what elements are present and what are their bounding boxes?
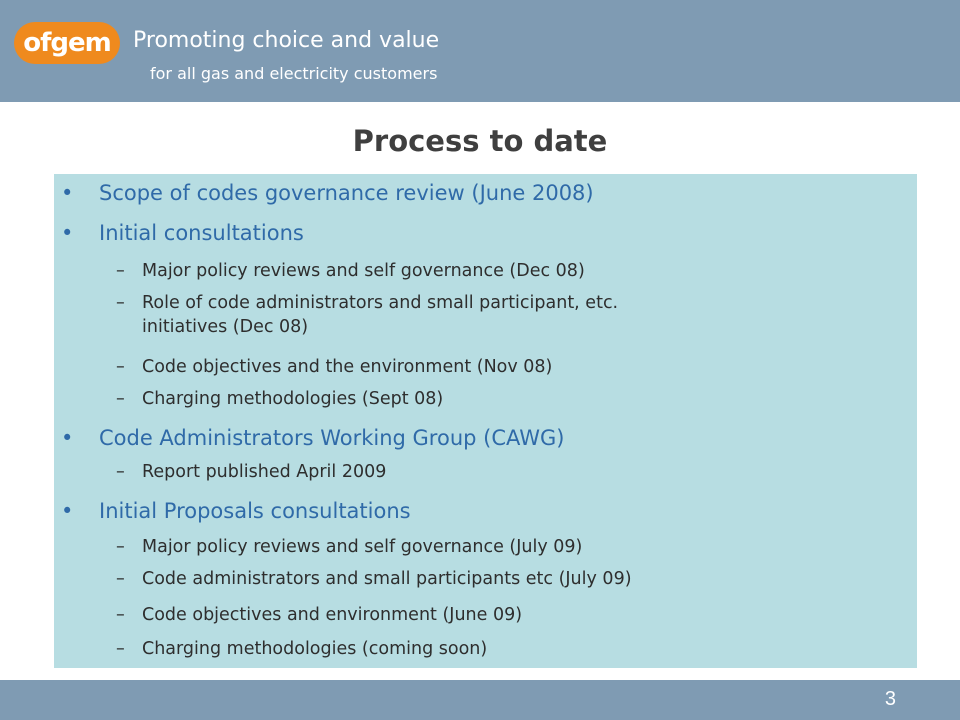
bullet-dot: • <box>61 426 74 450</box>
sub-dash: – <box>116 357 125 377</box>
bullet-item <box>61 220 304 246</box>
sub-text: Report published April 2009 <box>142 462 387 482</box>
bullet-item <box>61 180 594 206</box>
bullet-text: Initial Proposals consultations <box>99 499 411 523</box>
page-number: 3 <box>884 688 896 710</box>
sub-text: Code administrators and small participants etc (July 09) <box>142 569 632 589</box>
bullet-dot: • <box>61 221 74 245</box>
sub-dash: – <box>116 293 125 313</box>
content-panel <box>54 174 917 668</box>
sub-text: initiatives (Dec 08) <box>142 317 309 337</box>
bullet-item <box>61 498 411 524</box>
sub-item <box>116 536 583 559</box>
sub-dash: – <box>116 605 125 625</box>
footer-bar <box>0 680 960 720</box>
sub-text: Major policy reviews and self governance (July 09) <box>142 537 583 557</box>
sub-item <box>116 356 553 379</box>
bullet-dot: • <box>61 499 74 523</box>
sub-text: Major policy reviews and self governance (Dec 08) <box>142 261 585 281</box>
bullet-dot: • <box>61 181 74 205</box>
sub-item <box>116 292 619 315</box>
tagline-line2: for all gas and electricity customers <box>150 64 438 83</box>
sub-text: Charging methodologies (coming soon) <box>142 639 488 659</box>
sub-item <box>116 568 632 591</box>
sub-dash: – <box>116 261 125 281</box>
sub-dash: – <box>116 389 125 409</box>
tagline-line1: Promoting choice and value <box>133 28 440 53</box>
sub-dash: – <box>116 569 125 589</box>
sub-text: Role of code administrators and small participant, etc. <box>142 293 619 313</box>
sub-dash: – <box>116 462 125 482</box>
bullet-text: Code Administrators Working Group (CAWG) <box>99 426 565 450</box>
sub-text: Charging methodologies (Sept 08) <box>142 389 444 409</box>
bullet-text: Scope of codes governance review (June 2008) <box>99 181 594 205</box>
sub-item <box>116 260 585 283</box>
sub-dash: – <box>116 537 125 557</box>
bullet-text: Initial consultations <box>99 221 304 245</box>
sub-item-continuation <box>142 316 308 339</box>
header-banner <box>0 0 960 102</box>
sub-item <box>116 461 387 484</box>
sub-item <box>116 604 523 627</box>
ofgem-logo: ofgem <box>14 22 120 64</box>
sub-text: Code objectives and the environment (Nov 08) <box>142 357 553 377</box>
sub-text: Code objectives and environment (June 09) <box>142 605 523 625</box>
slide-title: Process to date <box>352 124 608 158</box>
sub-item <box>116 638 488 661</box>
sub-dash: – <box>116 639 125 659</box>
bullet-item <box>61 425 565 451</box>
sub-item <box>116 388 444 411</box>
